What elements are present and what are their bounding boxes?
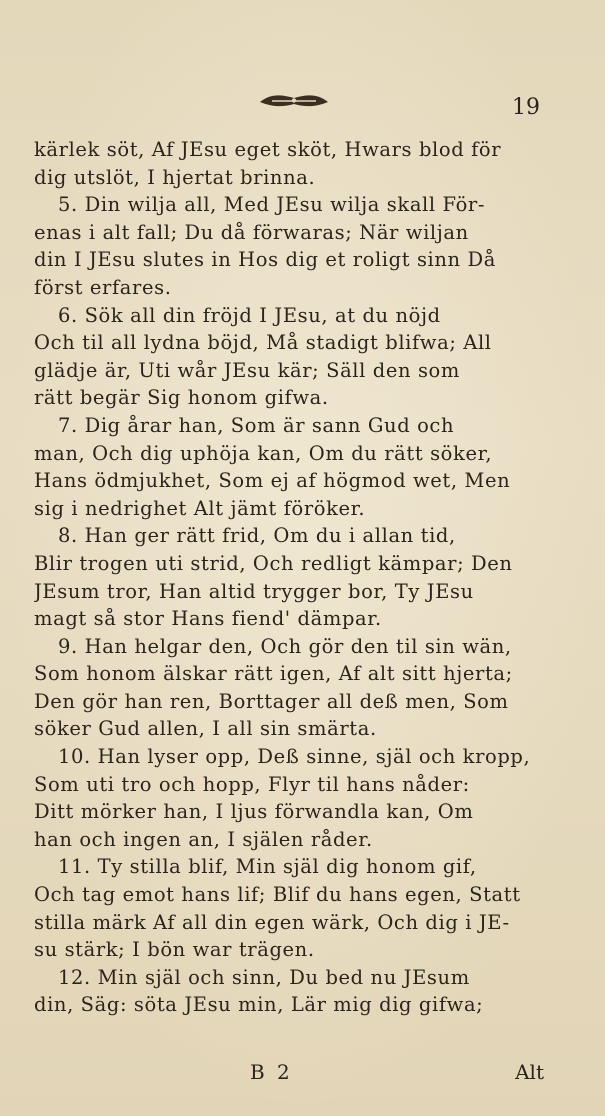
text-line: enas i alt fall; Du då förwaras; När wiljan <box>34 220 469 244</box>
text-line: söker Gud allen, I all sin smärta. <box>34 717 377 741</box>
text-line: din, Säg: söta JEsu min, Lär mig dig gifwa; <box>34 993 484 1017</box>
text-line: din I JEsu slutes in Hos dig et roligt sinn Då <box>34 248 496 272</box>
text-line: JEsum tror, Han altid trygger bor, Ty JEsu <box>34 579 474 603</box>
text-line: rätt begär Sig honom gifwa. <box>34 386 329 410</box>
text-line: Och tag emot hans lif; Blif du hans egen, Statt <box>34 883 521 907</box>
text-line: dig utslöt, I hjertat brinna. <box>34 165 316 189</box>
text-line: Och til all lydna böjd, Må stadigt blifwa; All <box>34 331 492 355</box>
text-line: 11. Ty stilla blif, Min själ dig honom gif, <box>58 855 477 879</box>
printers-ornament <box>258 90 330 110</box>
text-line: man, Och dig uphöja kan, Om du rätt söker, <box>34 441 493 465</box>
text-line: Hans ödmjukhet, Som ej af högmod wet, Men <box>34 469 511 493</box>
text-line: su stärk; I bön war trägen. <box>34 938 315 962</box>
text-line: 9. Han helgar den, Och gör den til sin wän, <box>58 634 512 658</box>
text-line: Ditt mörker han, I ljus förwandla kan, Om <box>34 800 474 824</box>
text-line: Den gör han ren, Borttager all deß men, Som <box>34 689 509 713</box>
text-line: kärlek söt, Af JEsu eget sköt, Hwars blod för <box>34 138 502 161</box>
text-line: 12. Min själ och sinn, Du bed nu JEsum <box>58 965 470 989</box>
text-line: 5. Din wilja all, Med JEsu wilja skall För- <box>58 193 486 217</box>
text-line: Som honom älskar rätt igen, Af alt sitt hjerta; <box>34 662 513 686</box>
text-line: 10. Han lyser opp, Deß sinne, själ och kropp, <box>58 745 531 769</box>
text-line: sig i nedrighet Alt jämt föröker. <box>34 496 366 520</box>
text-line: 7. Dig årar han, Som är sann Gud och <box>58 413 455 437</box>
footer <box>34 1058 544 1086</box>
text-line: han och ingen an, I själen råder. <box>34 827 373 851</box>
text-line: Blir trogen uti strid, Och redligt kämpar; Den <box>34 551 513 575</box>
text-line: magt så stor Hans fiend' dämpar. <box>34 607 382 631</box>
text-line: först erfares. <box>34 275 172 299</box>
text-line: Som uti tro och hopp, Flyr til hans nåder: <box>34 772 470 796</box>
text-line: 8. Han ger rätt frid, Om du i allan tid, <box>58 524 456 548</box>
text-line: glädje är, Uti wår JEsu kär; Säll den som <box>34 358 460 382</box>
text-line: 6. Sök all din fröjd I JEsu, at du nöjd <box>58 303 441 327</box>
text-line: stilla märk Af all din egen wärk, Och dig i JE- <box>34 910 510 934</box>
body-text <box>34 136 544 1019</box>
page-number: 19 <box>512 95 540 120</box>
catchword: Alt <box>515 1060 544 1084</box>
signature-mark: B 2 <box>250 1060 293 1084</box>
